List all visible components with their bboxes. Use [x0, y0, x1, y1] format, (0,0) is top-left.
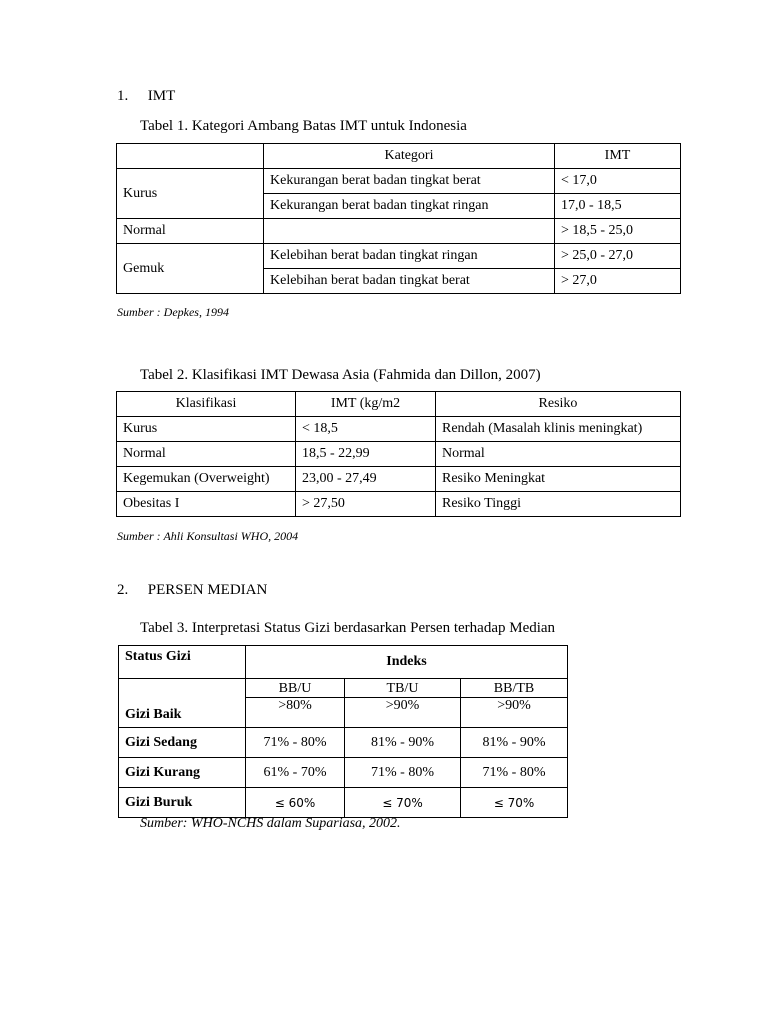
table-3-cell: ≤ 70%	[345, 788, 461, 818]
table-3-cell: 81% - 90%	[345, 728, 461, 758]
table-2-cell: > 27,50	[296, 492, 436, 517]
table-row	[119, 788, 568, 818]
table-3-cell: ≤ 60%	[246, 788, 345, 818]
table-2-cell: Resiko Tinggi	[436, 492, 681, 517]
table-1-cell: > 25,0 - 27,0	[555, 244, 681, 269]
table-row	[117, 169, 681, 194]
section-1-title: IMT	[147, 88, 176, 104]
section-1-heading	[117, 88, 175, 105]
table-1-header-imt: IMT	[555, 144, 681, 169]
table-1-cell: Kekurangan berat badan tingkat berat	[264, 169, 555, 194]
table-row	[117, 244, 681, 269]
table-1-normal-label: Normal	[117, 219, 264, 244]
table-2-source: Sumber : Ahli Konsultasi WHO, 2004	[117, 529, 299, 543]
table-1-cell: 17,0 - 18,5	[555, 194, 681, 219]
table-3	[118, 645, 568, 818]
table-2-cell: 23,00 - 27,49	[296, 467, 436, 492]
table-3-cell: 71% - 80%	[345, 758, 461, 788]
table-row	[117, 219, 681, 244]
table-2-cell: < 18,5	[296, 417, 436, 442]
table-3-header-row	[119, 646, 568, 679]
table-row	[119, 758, 568, 788]
table-row	[117, 492, 681, 517]
table-1-header-row	[117, 144, 681, 169]
table-2-caption: Tabel 2. Klasifikasi IMT Dewasa Asia (Fahmida dan Dillon, 2007)	[140, 367, 541, 383]
table-1-caption: Tabel 1. Kategori Ambang Batas IMT untuk Indonesia	[140, 118, 467, 134]
table-row	[117, 417, 681, 442]
table-1-cell: Kelebihan berat badan tingkat ringan	[264, 244, 555, 269]
table-row	[117, 442, 681, 467]
table-1-source: Sumber : Depkes, 1994	[117, 305, 229, 319]
table-3-source: Sumber: WHO-NCHS dalam Supariasa, 2002.	[140, 816, 401, 831]
table-2-cell: Normal	[117, 442, 296, 467]
section-2-number: 2.	[117, 582, 129, 598]
table-3-row-label: Gizi Kurang	[119, 758, 246, 788]
table-3-row-label: Gizi Buruk	[119, 788, 246, 818]
table-2-header-row	[117, 392, 681, 417]
table-3-cell: >80%	[246, 698, 345, 728]
table-3-cell: 81% - 90%	[461, 728, 568, 758]
table-1-cell: > 27,0	[555, 269, 681, 294]
section-2-heading	[117, 582, 267, 599]
section-1-number: 1.	[117, 88, 129, 104]
table-2	[116, 391, 681, 517]
table-1-cell: Kelebihan berat badan tingkat berat	[264, 269, 555, 294]
table-2-cell: Rendah (Masalah klinis meningkat)	[436, 417, 681, 442]
table-1-cell: Kekurangan berat badan tingkat ringan	[264, 194, 555, 219]
table-1-cell: > 18,5 - 25,0	[555, 219, 681, 244]
table-2-cell: Obesitas I	[117, 492, 296, 517]
table-2-cell: Kegemukan (Overweight)	[117, 467, 296, 492]
table-3-cell: 71% - 80%	[461, 758, 568, 788]
table-2-cell: 18,5 - 22,99	[296, 442, 436, 467]
table-1-cell	[264, 219, 555, 244]
table-1-cell: < 17,0	[555, 169, 681, 194]
table-2-cell: Resiko Meningkat	[436, 467, 681, 492]
table-3-row-label: Gizi Baik	[119, 679, 246, 728]
table-3-caption: Tabel 3. Interpretasi Status Gizi berdasarkan Persen terhadap Median	[140, 620, 556, 636]
table-2-header-resiko: Resiko	[436, 392, 681, 417]
table-3-cell: >90%	[345, 698, 461, 728]
table-row	[119, 728, 568, 758]
table-1	[116, 143, 681, 294]
table-3-cell: 71% - 80%	[246, 728, 345, 758]
table-3-subheader-bbtb: BB/TB	[461, 679, 568, 698]
table-2-cell: Kurus	[117, 417, 296, 442]
table-2-cell: Normal	[436, 442, 681, 467]
table-3-row-label: Gizi Sedang	[119, 728, 246, 758]
table-3-subheader-bbu: BB/U	[246, 679, 345, 698]
table-3-cell: 61% - 70%	[246, 758, 345, 788]
section-2-title: PERSEN MEDIAN	[147, 582, 268, 598]
table-3-header-status: Status Gizi	[119, 646, 246, 679]
table-3-subheader-row	[119, 679, 568, 698]
table-row	[117, 467, 681, 492]
table-2-header-imt: IMT (kg/m2	[296, 392, 436, 417]
table-1-kurus-label: Kurus	[117, 169, 264, 219]
table-1-header-blank	[117, 144, 264, 169]
table-1-header-kategori: Kategori	[264, 144, 555, 169]
table-3-header-indeks: Indeks	[246, 646, 568, 679]
table-3-cell: >90%	[461, 698, 568, 728]
table-2-header-klasifikasi: Klasifikasi	[117, 392, 296, 417]
table-3-cell: ≤ 70%	[461, 788, 568, 818]
table-3-subheader-tbu: TB/U	[345, 679, 461, 698]
table-1-gemuk-label: Gemuk	[117, 244, 264, 294]
